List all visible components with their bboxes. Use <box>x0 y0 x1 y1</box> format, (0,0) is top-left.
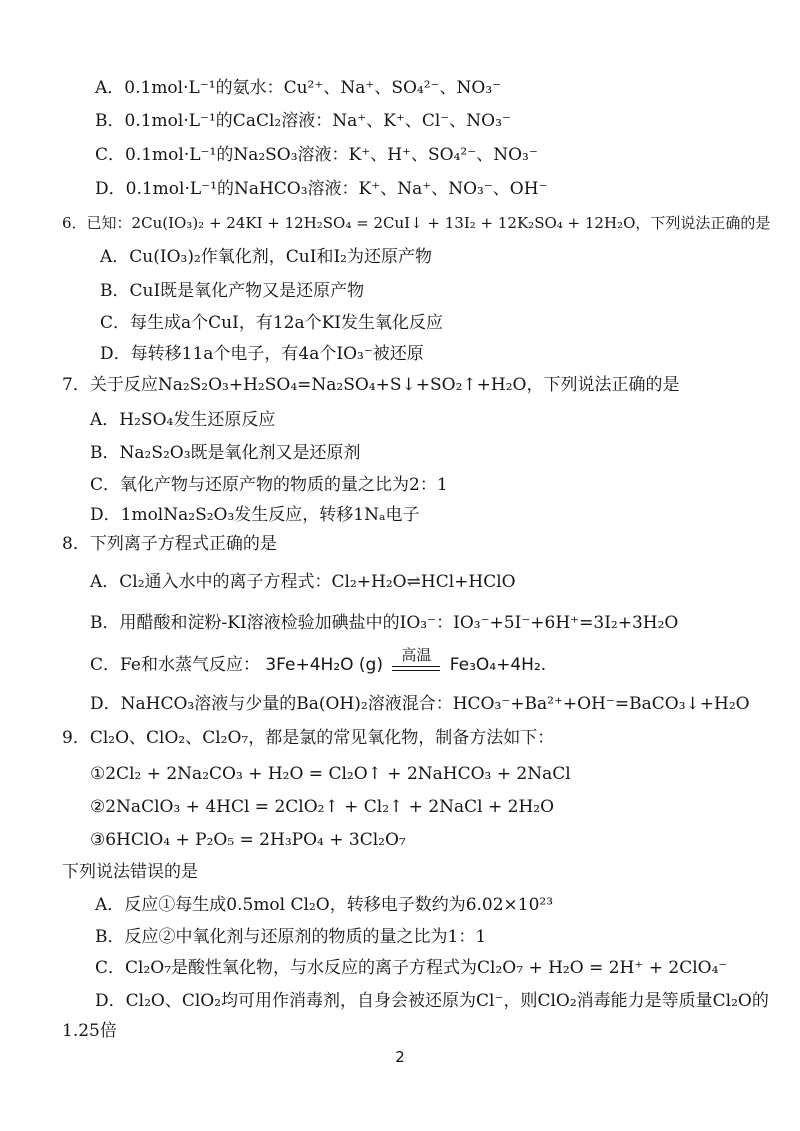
page-number: 2 <box>395 1048 405 1066</box>
q9-option-d: D．Cl₂O、ClO₂均可用作消毒剂，自身会被还原为Cl⁻，则ClO₂消毒能力是等质量Cl₂O的 <box>95 991 769 1011</box>
q8-option-a: A．Cl₂通入水中的离子方程式：Cl₂+H₂O⇌HCl+HClO <box>90 572 516 592</box>
reaction-condition-arrow <box>390 646 442 676</box>
q5-option-a: A．0.1mol·L⁻¹的氨水：Cu²⁺、Na⁺、SO₄²⁻、NO₃⁻ <box>95 78 502 98</box>
q7-option-d: D．1molNa₂S₂O₃发生反应，转移1Nₐ电子 <box>90 505 420 525</box>
q8-stem: 8．下列离子方程式正确的是 <box>62 534 277 554</box>
q8-c-equation: 3Fe+4H₂O (g) 高温 Fe₃O₄+4H₂. <box>265 646 547 675</box>
q7-option-b: B．Na₂S₂O₃既是氧化剂又是还原剂 <box>90 443 361 463</box>
q7-option-c: C．氧化产物与还原产物的物质的量之比为2：1 <box>90 475 448 495</box>
q6-option-c: C．每生成a个CuI，有12a个KI发生氧化反应 <box>100 313 444 333</box>
q9-option-d-continuation: 1.25倍 <box>62 1021 117 1041</box>
q9-reaction-2: ②2NaClO₃ + 4HCl = 2ClO₂↑ + Cl₂↑ + 2NaCl + 2H₂O <box>90 797 555 817</box>
q5-option-d: D．0.1mol·L⁻¹的NaHCO₃溶液：K⁺、Na⁺、NO₃⁻、OH⁻ <box>95 179 548 199</box>
q7-stem: 7．关于反应Na₂S₂O₃+H₂SO₄=Na₂SO₄+S↓+SO₂↑+H₂O，下列说法正确的是 <box>62 375 680 395</box>
q7-option-a: A．H₂SO₄发生还原反应 <box>90 410 276 430</box>
q6-option-d: D．每转移11a个电子，有4a个IO₃⁻被还原 <box>100 344 424 364</box>
reaction-condition-label: 高温 <box>401 646 432 664</box>
q6-option-b: B．CuI既是氧化产物又是还原产物 <box>100 281 365 301</box>
q9-question: 下列说法错误的是 <box>62 862 198 882</box>
q8-option-d: D．NaHCO₃溶液与少量的Ba(OH)₂溶液混合：HCO₃⁻+Ba²⁺+OH⁻=BaCO₃↓+H₂O <box>90 694 750 714</box>
q9-reaction-3: ③6HClO₄ + P₂O₅ = 2H₃PO₄ + 3Cl₂O₇ <box>90 830 406 850</box>
q8-option-b: B．用醋酸和淀粉-KI溶液检验加碘盐中的IO₃⁻：IO₃⁻+5I⁻+6H⁺=3I₂+3H₂O <box>90 613 679 633</box>
q8-option-c: C．Fe和水蒸气反应： 3Fe+4H₂O (g) 高温 Fe₃O₄+4H₂. <box>90 646 547 675</box>
q5-option-b: B．0.1mol·L⁻¹的CaCl₂溶液：Na⁺、K⁺、Cl⁻、NO₃⁻ <box>95 111 511 131</box>
q9-option-b: B．反应②中氧化剂与还原剂的物质的量之比为1：1 <box>95 927 487 947</box>
q6-option-a: A．Cu(IO₃)₂作氧化剂，CuI和I₂为还原产物 <box>100 247 432 267</box>
q9-option-a: A．反应①每生成0.5mol Cl₂O，转移电子数约为6.02×10²³ <box>95 895 554 915</box>
q9-option-c: C．Cl₂O₇是酸性氧化物，与水反应的离子方程式为Cl₂O₇ + H₂O = 2H⁺ + 2ClO₄⁻ <box>95 958 728 978</box>
q5-option-c: C．0.1mol·L⁻¹的Na₂SO₃溶液：K⁺、H⁺、SO₄²⁻、NO₃⁻ <box>95 145 538 165</box>
q9-reaction-1: ①2Cl₂ + 2Na₂CO₃ + H₂O = Cl₂O↑ + 2NaHCO₃ + 2NaCl <box>90 764 571 784</box>
q9-stem: 9．Cl₂O、ClO₂、Cl₂O₇，都是氯的常见氧化物，制备方法如下： <box>62 728 555 748</box>
q6-stem: 6．已知：2Cu(IO₃)₂ + 24KI + 12H₂SO₄ = 2CuI↓ + 13I₂ + 12K₂SO₄ + 12H₂O，下列说法正确的是 <box>62 214 771 232</box>
